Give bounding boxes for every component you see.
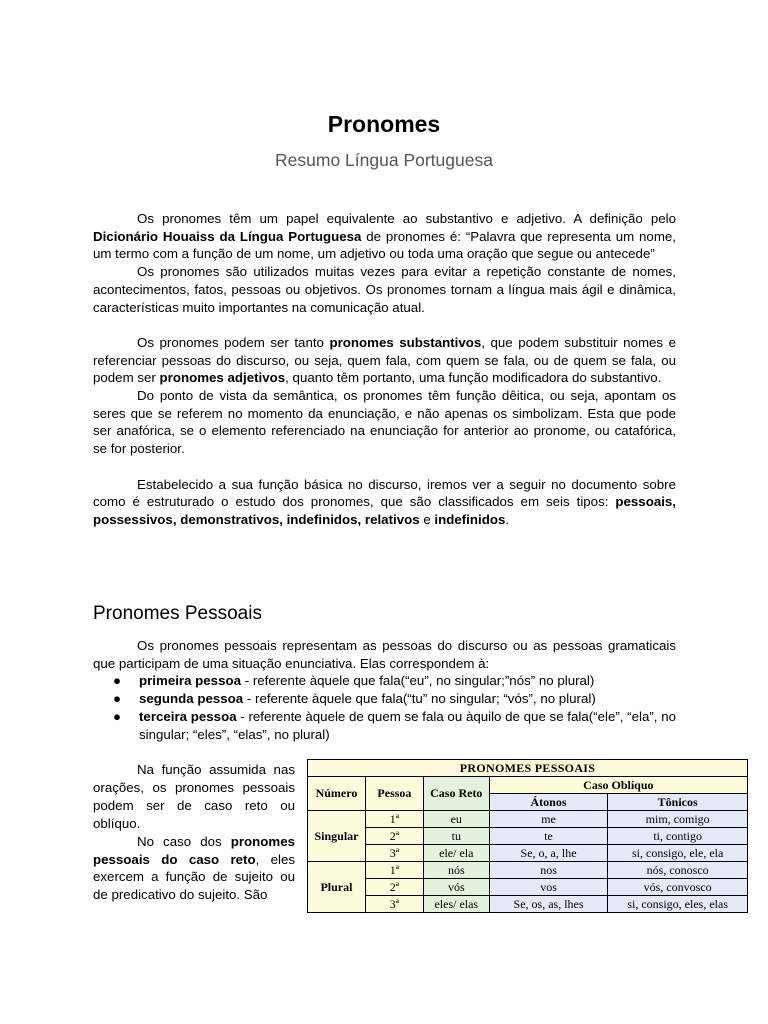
cell-reto: nós xyxy=(423,862,489,879)
table-row xyxy=(308,896,748,913)
text-run: - referente àquele que fala(“eu”, no singular;”nós” no plural) xyxy=(241,673,595,689)
header-caso-obliquo: Caso Oblíquo xyxy=(489,777,747,794)
text-run: e xyxy=(419,511,435,527)
text-run: Estabelecido a sua função básica no discurso, iremos ver a seguir no documento sobre como é estruturado o estudo dos pronomes, que são classificados em seis tipos: xyxy=(93,476,676,510)
cell-atonos: te xyxy=(489,828,608,845)
cell-pessoa: 2ª xyxy=(365,828,423,845)
bold-text: pronomes adjetivos xyxy=(159,370,286,386)
bold-text: Dicionário Houaiss da Língua Portuguesa xyxy=(93,228,362,244)
cell-pessoa: 3ª xyxy=(365,845,423,862)
text-run: , eles exercem a função de sujeito ou de predicativo do sujeito. São xyxy=(93,851,295,903)
cell-tonicos: nós, conosco xyxy=(608,862,748,879)
table-title: PRONOMES PESSOAIS xyxy=(308,760,748,777)
cell-tonicos: vós, convosco xyxy=(608,879,748,896)
text-run: - referente àquele que fala(“tu” no singular; “vós”, no plural) xyxy=(243,691,596,707)
cell-atonos: Se, os, as, lhes xyxy=(489,896,608,913)
table-row xyxy=(308,845,748,862)
cell-pessoa: 1ª xyxy=(365,811,423,828)
header-numero: Número xyxy=(308,777,366,811)
bullet-list xyxy=(93,672,676,743)
cell-atonos: nos xyxy=(489,862,608,879)
cell-pessoa: 1ª xyxy=(365,862,423,879)
cell-reto: tu xyxy=(423,828,489,845)
list-item xyxy=(93,690,676,708)
bold-text: primeira pessoa xyxy=(139,673,241,689)
text-run: de pronomes é: “Palavra que representa um nome, um termo com a função de um nome, um adjetivo ou toda uma oração que segue ou antecede” xyxy=(93,228,676,262)
list-item xyxy=(93,708,676,743)
side-column-text xyxy=(93,761,295,904)
list-item xyxy=(93,672,676,690)
bullet-icon: ● xyxy=(113,708,122,724)
side-paragraph-2 xyxy=(93,833,295,905)
document-title: Pronomes xyxy=(327,111,441,137)
section-heading: Pronomes Pessoais xyxy=(93,603,262,624)
header-tonicos: Tônicos xyxy=(608,794,748,811)
bold-text: pronomes pessoais do caso reto xyxy=(93,833,295,867)
cell-tonicos: si, consigo, ele, ela xyxy=(608,845,748,862)
bold-text: pessoais, possessivos, demonstrativos, indefinidos, relativos xyxy=(93,494,676,527)
section-paragraph: Os pronomes pessoais representam as pessoas do discurso ou as pessoas gramaticais que participam de uma situação enunciativa. Elas correspondem à: xyxy=(93,638,676,671)
group-label-singular: Singular xyxy=(308,811,366,862)
group-label-plural: Plural xyxy=(308,862,366,913)
cell-atonos: Se, o, a, lhe xyxy=(489,845,608,862)
cell-reto: ele/ ela xyxy=(423,845,489,862)
intro-section xyxy=(93,210,676,529)
header-atonos: Átonos xyxy=(489,794,608,811)
cell-atonos: me xyxy=(489,811,608,828)
cell-atonos: vos xyxy=(489,879,608,896)
text-run: Os pronomes podem ser tanto xyxy=(137,334,330,350)
bullet-icon: ● xyxy=(113,691,122,707)
intro-paragraph-3 xyxy=(93,334,676,387)
header-caso-reto: Caso Reto xyxy=(423,777,489,811)
intro-paragraph-4: Do ponto de vista da semântica, os pronomes têm função dêitica, ou seja, apontam os seres que se referem no momento da enunciação, e não apenas os simbolizam. Esta que pode ser anafórica, se o elemento referenciado na enunciação for anterior ao pronome, ou catafórica, se for posterior. xyxy=(93,388,676,457)
side-paragraph-1: Na função assumida nas orações, os pronomes pessoais podem ser de caso reto ou oblíquo. xyxy=(93,762,295,831)
table-row xyxy=(308,811,748,828)
cell-reto: eu xyxy=(423,811,489,828)
text-run: , quanto têm portanto, uma função modificadora do substantivo. xyxy=(285,370,662,386)
table-row xyxy=(308,828,748,845)
cell-pessoa: 3ª xyxy=(365,896,423,913)
bullet-icon: ● xyxy=(113,673,122,689)
header-pessoa: Pessoa xyxy=(365,777,423,811)
cell-pessoa: 2ª xyxy=(365,879,423,896)
cell-tonicos: si, consigo, eles, elas xyxy=(608,896,748,913)
cell-reto: eles/ elas xyxy=(423,896,489,913)
intro-paragraph-2: Os pronomes são utilizados muitas vezes para evitar a repetição constante de nomes, acontecimentos, fatos, pessoas ou objetivos. Os pronomes tornam a língua mais ágil e dinâmica, características muito importantes na comunicação atual. xyxy=(93,264,676,315)
pessoais-section xyxy=(93,637,676,743)
cell-tonicos: ti, contigo xyxy=(608,828,748,845)
text-run: No caso dos xyxy=(137,833,231,849)
intro-paragraph-1 xyxy=(93,210,676,263)
text-run: - referente àquele de quem se fala ou àquilo de que se fala(“ele”, “ela”, no singular; “eles”, “elas”, no plural) xyxy=(139,708,676,742)
bold-text: segunda pessoa xyxy=(139,691,244,707)
cell-tonicos: mim, comigo xyxy=(608,811,748,828)
table-row xyxy=(308,862,748,879)
cell-reto: vós xyxy=(423,879,489,896)
bold-text: indefinidos xyxy=(434,511,506,527)
text-run: . xyxy=(505,511,510,527)
text-run: , que podem substituir nomes e referenciar pessoas do discurso, ou seja, quem fala, com quem se fala, ou de quem se fala, ou podem ser xyxy=(93,334,676,386)
table-row xyxy=(308,879,748,896)
intro-paragraph-5 xyxy=(93,476,676,529)
text-run: Os pronomes têm um papel equivalente ao substantivo e adjetivo. A definição pelo xyxy=(137,211,676,226)
document-subtitle: Resumo Língua Portuguesa xyxy=(275,150,493,170)
bold-text: terceira pessoa xyxy=(139,708,237,724)
pronouns-table xyxy=(307,759,748,913)
bold-text: pronomes substantivos xyxy=(329,334,482,350)
